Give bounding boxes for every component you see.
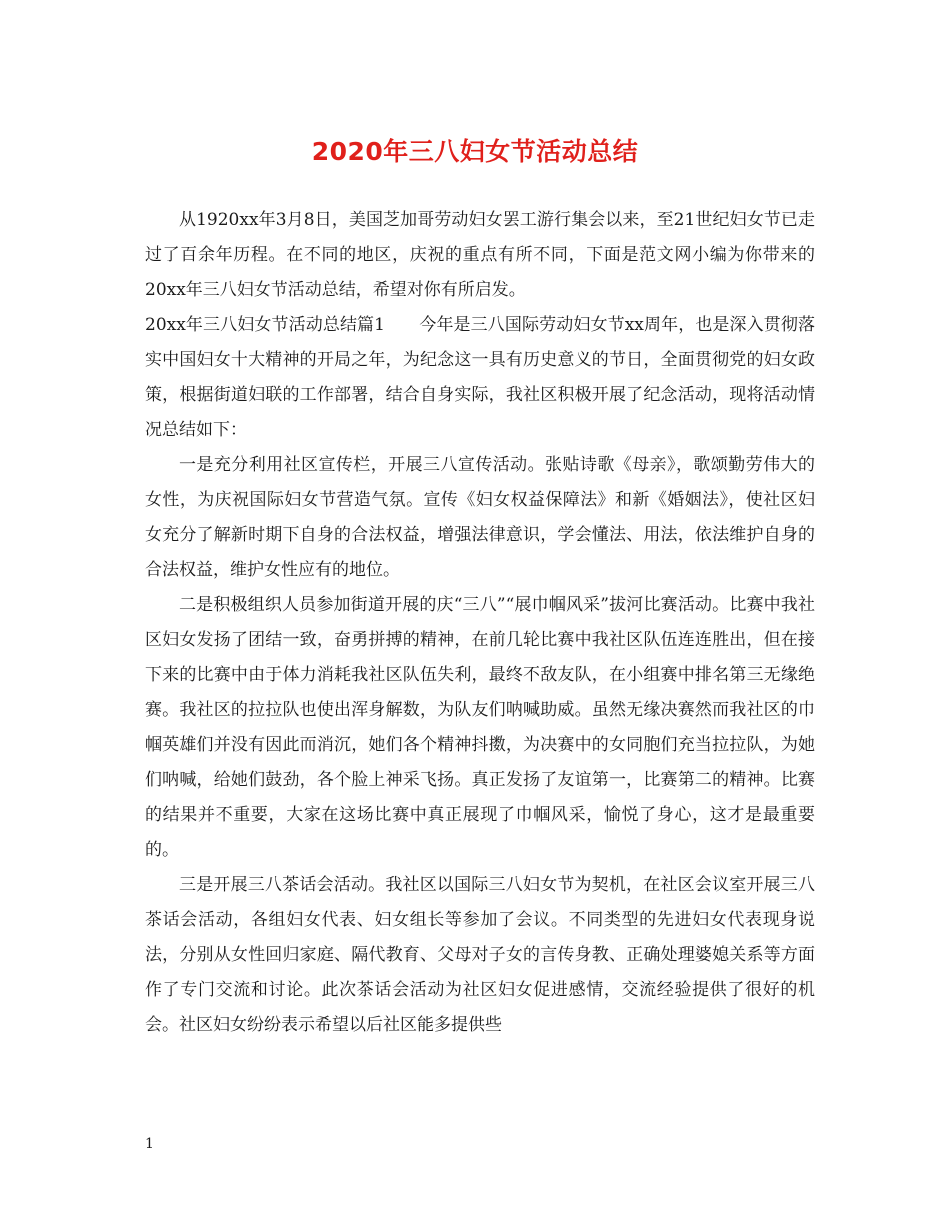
paragraph-activity-3: 三是开展三八茶话会活动。我社区以国际三八妇女节为契机，在社区会议室开展三八茶话会活动，各组妇女代表、妇女组长等参加了会议。不同类型的先进妇女代表现身说法，分别从女性回归家庭、隔代教育、父母对子女的言传身教、正确处理婆媳关系等方面作了专门交流和讨论。此次茶话会活动为社区妇女促进感情，交流经验提供了很好的机会。社区妇女纷纷表示希望以后社区能多提供些 [145, 875, 815, 1035]
paragraph-section-1: 20xx年三八妇女节活动总结篇1 今年是三八国际劳动妇女节xx周年，也是深入贯彻落实中国妇女十大精神的开局之年，为纪念这一具有历史意义的节日，全面贯彻党的妇女政策，根据街道妇联的工作部署，结合自身实际，我社区积极开展了纪念活动，现将活动情况总结如下： [145, 315, 815, 440]
paragraph-activity-2: 二是积极组织人员参加街道开展的庆“三八”“展巾帼风采”拔河比赛活动。比赛中我社区妇女发扬了团结一致，奋勇拼搏的精神，在前几轮比赛中我社区队伍连连胜出，但在接下来的比赛中由于体力消耗我社区队伍失利，最终不敌友队，在小组赛中排名第三无缘绝赛。我社区的拉拉队也使出浑身解数，为队友们呐喊助威。虽然无缘决赛然而我社区的巾帼英雄们并没有因此而消沉，她们各个精神抖擞，为决赛中的女同胞们充当拉拉队，为她们呐喊，给她们鼓劲，各个脸上神采飞扬。真正发扬了友谊第一，比赛第二的精神。比赛的结果并不重要，大家在这场比赛中真正展现了巾帼风采，愉悦了身心，这才是最重要的。 [145, 595, 815, 860]
paragraph-intro: 从1920xx年3月8日，美国芝加哥劳动妇女罢工游行集会以来，至21世纪妇女节已走过了百余年历程。在不同的地区，庆祝的重点有所不同，下面是范文网小编为你带来的20xx年三八妇女节活动总结，希望对你有所启发。 [145, 210, 815, 300]
page-number: 1 [145, 1136, 154, 1152]
document-body [145, 203, 815, 1043]
document-title: 2020年三八妇女节活动总结 [311, 137, 639, 166]
paragraph-activity-1: 一是充分利用社区宣传栏，开展三八宣传活动。张贴诗歌《母亲》，歌颂勤劳伟大的女性，为庆祝国际妇女节营造气氛。宣传《妇女权益保障法》和新《婚姻法》，使社区妇女充分了解新时期下自身的合法权益，增强法律意识，学会懂法、用法，依法维护自身的合法权益，维护女性应有的地位。 [145, 455, 815, 580]
